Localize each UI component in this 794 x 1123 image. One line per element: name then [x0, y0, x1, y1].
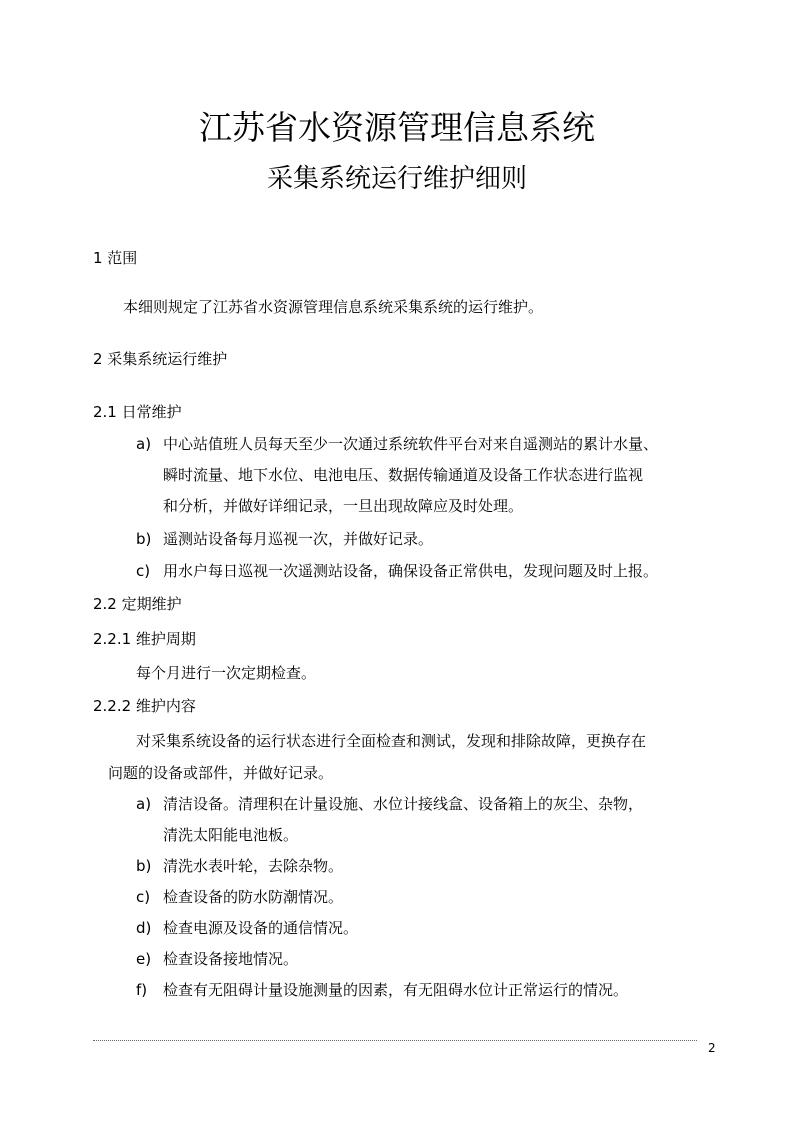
paragraph: 问题的设备或部件，并做好记录。: [108, 764, 334, 782]
list-item-marker: c): [136, 562, 151, 580]
list-item-text: 检查设备接地情况。: [163, 950, 299, 968]
section-heading: 1 范围: [93, 249, 138, 267]
paragraph: 本细则规定了江苏省水资源管理信息系统采集系统的运行维护。: [123, 298, 544, 316]
list-item-text: 检查设备的防水防潮情况。: [163, 888, 344, 906]
section-heading: 2 采集系统运行维护: [93, 350, 228, 368]
paragraph: 每个月进行一次定期检查。: [136, 664, 317, 682]
section-heading: 2.1 日常维护: [93, 403, 182, 421]
list-item-text: 清洁设备。清理积在计量设施、水位计接线盒、设备箱上的灰尘、杂物，: [163, 795, 644, 813]
list-item-text: 瞬时流量、地下水位、电池电压、数据传输通道及设备工作状态进行监视: [163, 466, 644, 484]
list-item-text: 遥测站设备每月巡视一次，并做好记录。: [163, 530, 434, 548]
list-item-text: 用水户每日巡视一次遥测站设备，确保设备正常供电，发现问题及时上报。: [163, 562, 659, 580]
list-item-text: 清洗水表叶轮，去除杂物。: [163, 857, 344, 875]
list-item-marker: b): [136, 857, 152, 875]
list-item-marker: a): [136, 435, 152, 453]
paragraph: 对采集系统设备的运行状态进行全面检查和测试，发现和排除故障，更换存在: [136, 732, 647, 750]
section-heading: 2.2 定期维护: [93, 595, 182, 613]
section-heading: 2.2.2 维护内容: [93, 697, 196, 715]
list-item-text: 清洗太阳能电池板。: [163, 826, 299, 844]
section-heading: 2.2.1 维护周期: [93, 630, 196, 648]
list-item-marker: b): [136, 530, 152, 548]
list-item-text: 和分析，并做好详细记录，一旦出现故障应及时处理。: [163, 497, 524, 515]
list-item-marker: d): [136, 919, 152, 937]
document-title: 江苏省水资源管理信息系统: [199, 108, 595, 147]
list-item-marker: e): [136, 950, 152, 968]
document-subtitle: 采集系统运行维护细则: [266, 164, 527, 194]
list-item-marker: f): [136, 981, 148, 999]
footer-divider: [93, 1040, 697, 1041]
list-item-marker: c): [136, 888, 151, 906]
page-number: 2: [708, 1041, 716, 1055]
list-item-text: 检查有无阻碍计量设施测量的因素，有无阻碍水位计正常运行的情况。: [163, 981, 629, 999]
list-item-text: 检查电源及设备的通信情况。: [163, 919, 359, 937]
list-item-marker: a): [136, 795, 152, 813]
list-item-text: 中心站值班人员每天至少一次通过系统软件平台对来自遥测站的累计水量、: [163, 435, 659, 453]
